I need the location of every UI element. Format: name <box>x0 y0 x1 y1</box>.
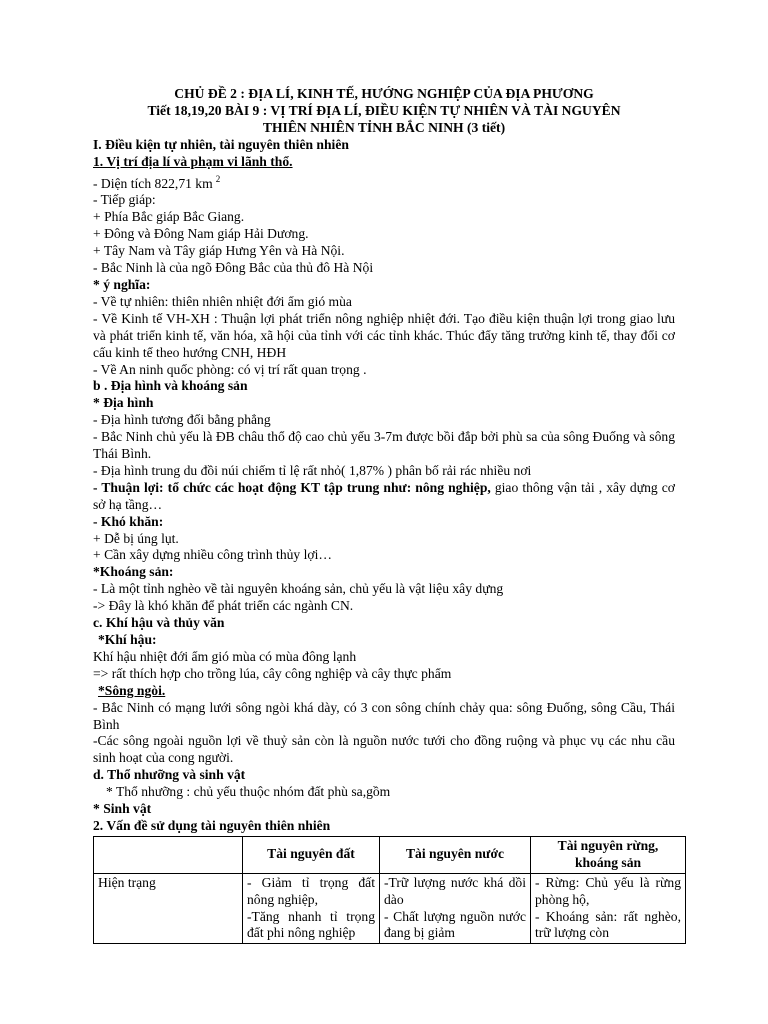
climate-subtitle: *Khí hậu: <box>98 632 157 647</box>
difficulty-1: + Dễ bị úng lụt. <box>93 530 179 546</box>
advantages-bold: - Thuận lợi: tổ chức các hoạt động KT tập trung như: nông nghiệp, <box>93 479 491 495</box>
terrain-line-3: - Địa hình trung du đồi núi chiếm tỉ lệ rất nhỏ( 1,87% ) phân bố rải rác nhiều nơi <box>93 462 532 478</box>
mineral-line-2: -> Đây là khó khăn để phát triển các ngành CN. <box>93 598 354 614</box>
terrain-advantages <box>93 480 675 514</box>
minerals-title: *Khoáng sản: <box>93 564 174 580</box>
table-header-water: Tài nguyên nước <box>380 836 531 873</box>
meaning-economy: - Về Kinh tế VH-XH : Thuận lợi phát triển nông nghiệp nhiệt đới. Tạo điều kiện thuận lợi trong giao lưu và phát triển kinh tế, văn hóa, xã hội của tỉnh với các tỉnh khác. Thúc đẩy tăng trưởng kinh tế, thay đổi cơ cấu kinh tế theo hướng CNH, HĐH <box>93 310 675 360</box>
terrain-title: b . Địa hình và khoáng sản <box>93 378 248 394</box>
terrain-subtitle: * Địa hình <box>93 395 154 411</box>
table-header-row <box>94 836 686 873</box>
table-header-empty <box>94 836 243 873</box>
advantages-rest: giao thông vận tải , xây dựng cơ sở hạ tầng… <box>93 479 675 512</box>
table-row <box>94 873 686 944</box>
climate-line-2: => rất thích hợp cho trồng lúa, cây công nghiệp và cây thực phẩm <box>93 665 452 681</box>
cell-forest: - Rừng: Chủ yếu là rừng phòng hộ, - Khoáng sản: rất nghèo, trữ lượng còn <box>531 873 686 944</box>
meaning-defense: - Về An ninh quốc phòng: có vị trí rất quan trọng . <box>93 361 367 377</box>
border-line: - Tiếp giáp: <box>93 192 156 208</box>
lesson-heading: Tiết 18,19,20 BÀI 9 : VỊ TRÍ ĐỊA LÍ, ĐIỀU KIỆN TỰ NHIÊN VÀ TÀI NGUYÊN <box>147 102 621 118</box>
cell-land: - Giảm tỉ trọng đất nông nghiệp, -Tăng nhanh tỉ trọng đất phi nông nghiệp <box>243 873 380 944</box>
border-west: + Tây Nam và Tây giáp Hưng Yên và Hà Nội. <box>93 243 345 259</box>
topic-heading: CHỦ ĐỀ 2 : ĐỊA LÍ, KINH TẾ, HƯỚNG NGHIỆP CỦA ĐỊA PHƯƠNG <box>174 86 594 101</box>
climate-title: c. Khí hậu và thủy văn <box>93 615 225 631</box>
area-superscript: 2 <box>215 173 221 184</box>
section1-title: I. Điều kiện tự nhiên, tài nguyên thiên nhiên <box>93 136 349 152</box>
row-label: Hiện trạng <box>94 873 243 944</box>
cell-water: -Trữ lượng nước khá dồi dào - Chất lượng nguồn nước đang bị giảm <box>380 873 531 944</box>
area-text: - Diện tích 822,71 km <box>93 175 213 191</box>
soil-title: d. Thổ nhưỡng và sinh vật <box>93 767 246 783</box>
document-content <box>93 86 681 944</box>
rivers-line-2: -Các sông ngoài nguồn lợi về thuỷ sản còn là nguồn nước tưới cho đồng ruộng và phục vụ các nhu cầu sinh hoạt của cong người. <box>93 733 675 766</box>
subsection-location-title: 1. Vị trí địa lí và phạm vi lãnh thổ. <box>93 153 293 169</box>
border-north: + Phía Bắc giáp Bắc Giang. <box>93 209 245 225</box>
climate-line-1: Khí hậu nhiệt đới ẩm gió mùa có mùa đông lạnh <box>93 648 357 664</box>
lesson-heading-cont: THIÊN NHIÊN TỈNH BẮC NINH (3 tiết) <box>262 119 506 135</box>
rivers-title: *Sông ngòi. <box>98 682 166 698</box>
section2-title: 2. Vấn đề sử dụng tài nguyên thiên nhiên <box>93 817 331 833</box>
border-east: + Đông và Đông Nam giáp Hải Dương. <box>93 226 309 242</box>
biology-title: * Sinh vật <box>93 801 152 817</box>
resources-table <box>93 836 686 944</box>
terrain-line-2: - Bắc Ninh chủ yếu là ĐB châu thổ độ cao chủ yếu 3-7m được bồi đắp bởi phù sa của sông Đuống và sông Thái Bình. <box>93 429 675 462</box>
meaning-title: * ý nghĩa: <box>93 276 151 292</box>
difficulty-2: + Cần xây dựng nhiều công trình thủy lợi… <box>93 547 332 563</box>
table-header-land: Tài nguyên đất <box>243 836 380 873</box>
gateway-line: - Bắc Ninh là của ngõ Đông Bắc của thủ đô Hà Nội <box>93 260 374 276</box>
mineral-line-1: - Là một tỉnh nghèo về tài nguyên khoáng sản, chủ yếu là vật liệu xây dựng <box>93 581 504 597</box>
difficulties-title: - Khó khăn: <box>93 513 164 529</box>
terrain-line-1: - Địa hình tương đối bằng phẳng <box>93 412 271 428</box>
rivers-line-1: - Bắc Ninh có mạng lưới sông ngòi khá dày, có 3 con sông chính chảy qua: sông Đuống, sông Cầu, Thái Bình <box>93 699 675 732</box>
soil-line-1: * Thổ nhưỡng : chủ yếu thuộc nhóm đất phù sa,gồm <box>106 784 391 800</box>
area-line <box>93 173 675 193</box>
table-header-forest: Tài nguyên rừng, khoáng sản <box>531 836 686 873</box>
meaning-nature: - Về tự nhiên: thiên nhiên nhiệt đới ẩm gió mùa <box>93 293 352 309</box>
